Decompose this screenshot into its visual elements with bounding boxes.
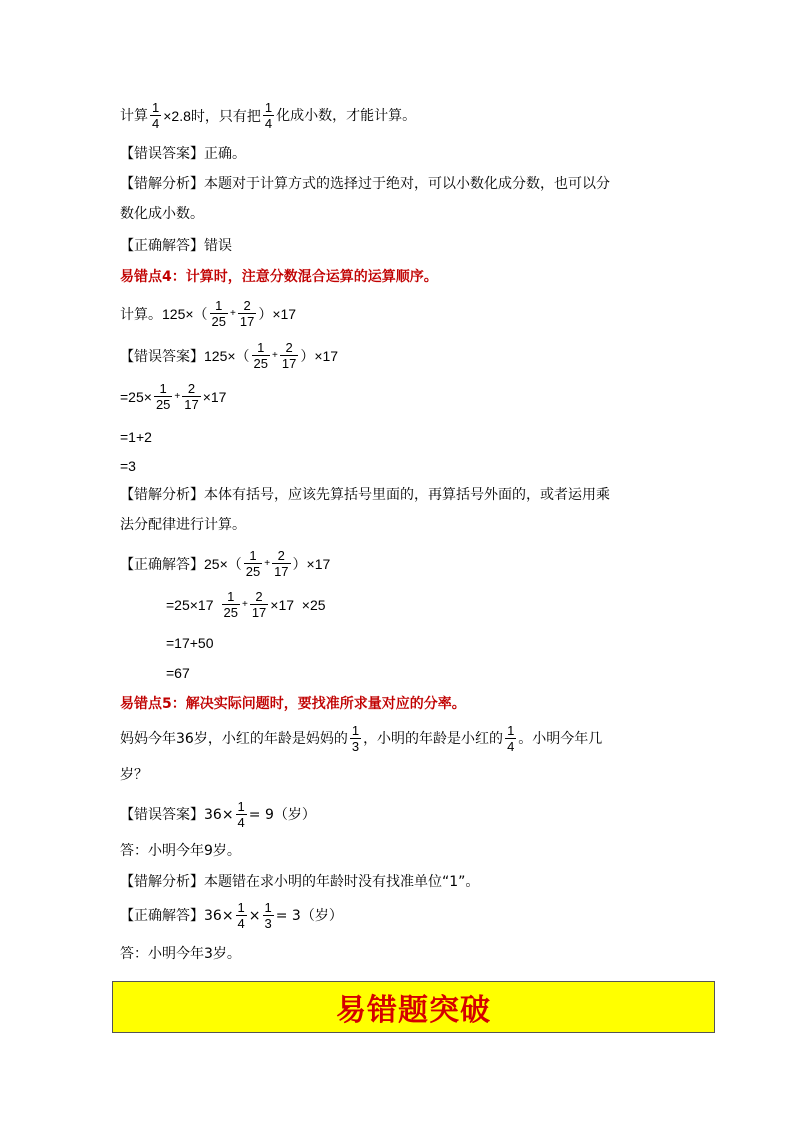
- fraction: [154, 381, 172, 412]
- fraction: [272, 548, 290, 579]
- denominator: 4: [507, 739, 515, 754]
- denominator: 4: [237, 815, 245, 830]
- text: ×17: [202, 388, 227, 405]
- text-line: [120, 100, 416, 131]
- plus-sign: +: [230, 307, 236, 319]
- denominator: 4: [237, 916, 245, 931]
- fraction: [210, 298, 228, 329]
- wrong-answer-line: 【错误答案】正确。: [120, 146, 246, 162]
- fraction: [263, 100, 274, 131]
- answer-line: 答：小明今年3岁。: [120, 946, 241, 962]
- denominator: 25: [211, 314, 227, 329]
- analysis-line: 【错解分析】本题错在求小明的年龄时没有找准单位“1”。: [120, 874, 480, 890]
- work-line: [120, 381, 226, 412]
- problem-line: [120, 298, 296, 329]
- text: 【错误答案】125×（: [120, 347, 250, 364]
- text: 【错误答案】36×: [120, 806, 234, 823]
- work-line: =1+2: [120, 429, 152, 445]
- text: ，小明的年龄是小红的: [363, 730, 504, 747]
- text: ）×17: [258, 305, 297, 322]
- pitfall-heading-5: 易错点5：解决实际问题时，要找准所求量对应的分率。: [120, 696, 466, 712]
- fraction: [280, 340, 298, 371]
- denominator: 3: [351, 739, 360, 754]
- numerator: 2: [243, 298, 251, 313]
- text: = 3（岁）: [275, 907, 343, 924]
- fraction: [244, 548, 262, 579]
- numerator: 2: [187, 381, 196, 396]
- denominator: 25: [223, 605, 238, 620]
- analysis-line-cont: 法分配律进行计算。: [120, 517, 246, 533]
- numerator: 1: [351, 723, 360, 738]
- plus-sign: +: [241, 598, 248, 610]
- fraction: [505, 723, 516, 754]
- denominator: 17: [281, 356, 297, 371]
- text: = 9（岁）: [248, 806, 316, 823]
- answer-line: 答：小明今年9岁。: [120, 843, 241, 859]
- fraction: [150, 100, 161, 131]
- numerator: 1: [507, 723, 515, 738]
- fraction: [263, 900, 274, 931]
- work-line: =3: [120, 458, 136, 474]
- numerator: 1: [227, 589, 235, 604]
- numerator: 1: [237, 900, 245, 915]
- denominator: 4: [264, 116, 273, 131]
- fraction: [236, 900, 247, 931]
- denominator: 17: [239, 314, 255, 329]
- fraction: [236, 799, 247, 830]
- work-line: [166, 589, 326, 620]
- correct-answer-line: [120, 900, 343, 931]
- denominator: 17: [251, 605, 267, 620]
- correct-answer-line: 【正确解答】错误: [120, 238, 232, 254]
- numerator: 1: [159, 381, 167, 396]
- denominator: 25: [245, 564, 261, 579]
- text: ×2.8时，只有把: [163, 107, 261, 124]
- denominator: 17: [274, 564, 289, 579]
- numerator: 1: [237, 799, 245, 814]
- denominator: 25: [253, 356, 269, 371]
- text: 【正确解答】25×（: [120, 555, 242, 572]
- pitfall-heading-4: 易错点4：计算时，注意分数混合运算的运算顺序。: [120, 269, 438, 285]
- numerator: 1: [215, 298, 223, 313]
- text: =25×: [120, 388, 152, 405]
- section-banner: [112, 981, 715, 1033]
- banner-title: 易错题突破: [336, 993, 491, 1028]
- text: 。小明今年几: [518, 730, 603, 747]
- analysis-line-cont: 数化成小数。: [120, 206, 204, 222]
- fraction: [182, 381, 200, 412]
- denominator: 4: [152, 116, 160, 131]
- numerator: 2: [255, 589, 263, 604]
- fraction: [252, 340, 270, 371]
- fraction: [238, 298, 256, 329]
- text: ×17 ×25: [270, 596, 326, 613]
- text: 妈妈今年36岁，小红的年龄是妈妈的: [120, 730, 348, 747]
- times-sign: ×: [248, 907, 261, 924]
- numerator: 1: [264, 900, 272, 915]
- text: ）×17: [300, 347, 339, 364]
- denominator: 3: [264, 916, 272, 931]
- text: 计算: [120, 107, 148, 124]
- analysis-line: 【错解分析】本题对于计算方式的选择过于绝对，可以小数化成分数，也可以分: [120, 176, 610, 192]
- analysis-line: 【错解分析】本体有括号，应该先算括号里面的，再算括号外面的，或者运用乘: [120, 487, 610, 503]
- text: ）×17: [292, 555, 331, 572]
- problem-line-cont: 岁？: [120, 767, 148, 783]
- numerator: 1: [257, 340, 265, 355]
- numerator: 2: [277, 548, 285, 563]
- problem-line: [120, 723, 602, 754]
- numerator: 1: [249, 548, 257, 563]
- text: 【正确解答】36×: [120, 907, 234, 924]
- work-line: =17+50: [166, 635, 214, 651]
- wrong-answer-line: [120, 340, 338, 371]
- text: 计算。125×（: [120, 305, 208, 322]
- plus-sign: +: [174, 390, 181, 402]
- plus-sign: +: [272, 349, 278, 361]
- numerator: 1: [152, 100, 160, 115]
- numerator: 2: [285, 340, 293, 355]
- plus-sign: +: [264, 557, 271, 569]
- denominator: 25: [155, 397, 171, 412]
- denominator: 17: [184, 397, 199, 412]
- fraction: [222, 589, 240, 620]
- fraction: [350, 723, 361, 754]
- fraction: [250, 589, 268, 620]
- correct-answer-line: [120, 548, 330, 579]
- wrong-answer-line: [120, 799, 316, 830]
- work-line: =67: [166, 665, 190, 681]
- numerator: 1: [264, 100, 273, 115]
- text: =25×17: [166, 596, 214, 613]
- text: 化成小数，才能计算。: [276, 107, 417, 124]
